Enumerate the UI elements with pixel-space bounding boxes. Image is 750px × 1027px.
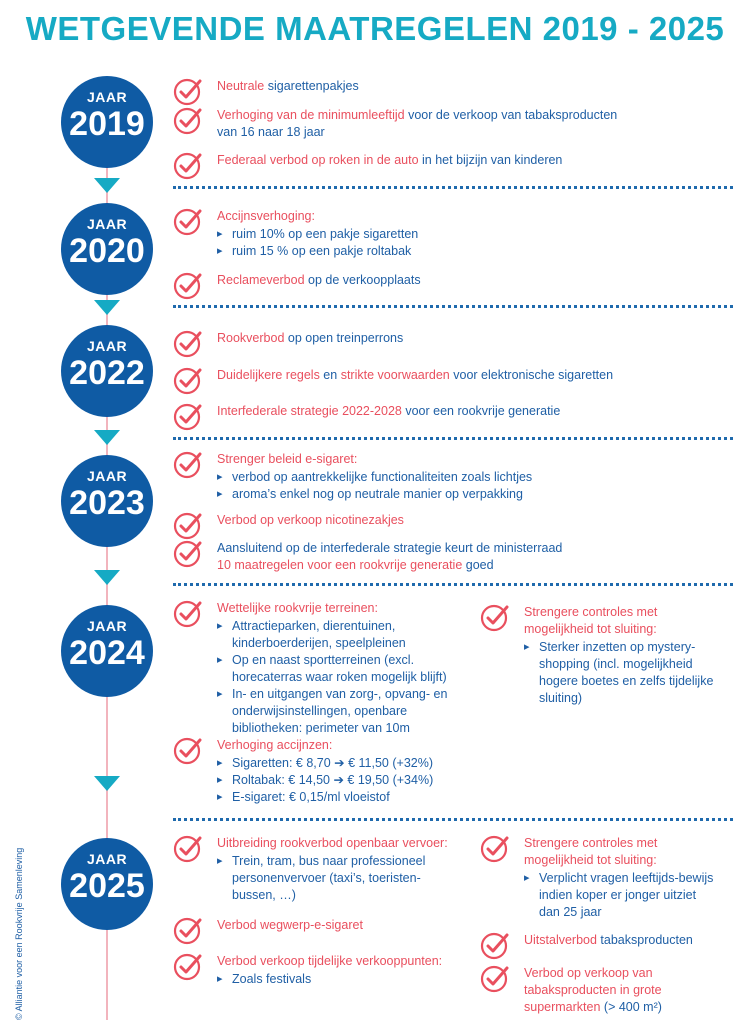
measure-text: Aansluitend op de interfederale strategie keurt de ministerraad: [217, 541, 563, 555]
year-label: JAAR: [86, 851, 128, 867]
measure-item: [524, 604, 719, 707]
measure-item: [217, 78, 717, 95]
arrow-down-icon: [94, 570, 120, 585]
measure-text: voor een rookvrije generatie: [401, 404, 561, 418]
check-icon: [173, 833, 203, 863]
check-icon: [173, 150, 203, 180]
year-label: JAAR: [86, 468, 128, 484]
bullet-item: ▸ ruim 15 % op een pakje roltabak: [217, 243, 717, 260]
bullet-list: [217, 971, 462, 988]
measure-item: [524, 835, 719, 921]
measure-item: [217, 208, 717, 260]
measure-highlight: Interfederale strategie 2022-2028: [217, 404, 402, 418]
check-icon: [173, 951, 203, 981]
measure-heading: Verbod verkoop tijdelijke verkooppunten:: [217, 954, 443, 968]
measure-item: [217, 272, 717, 289]
check-icon: [173, 538, 203, 568]
bullet-item: ▸ Sterker inzetten op mystery-shopping (incl. mogelijkheid hogere boetes en zelfs tijdelijke sluiting): [524, 639, 719, 707]
check-icon: [480, 963, 510, 993]
bullet-item: ▸ In- en uitgangen van zorg-, opvang- en onderwijsinstellingen, openbare bibliotheken: perimeter van 10m: [217, 686, 462, 737]
bullet-list: [217, 755, 462, 806]
year-label: JAAR: [86, 216, 128, 232]
arrow-down-icon: [94, 300, 120, 315]
measure-text: voor de verkoop van tabaksproducten: [404, 108, 618, 122]
check-icon: [173, 76, 203, 106]
measure-item: [217, 835, 462, 904]
measure-text: in het bijzijn van kinderen: [418, 153, 563, 167]
measure-item: [217, 107, 717, 141]
measure-heading: Accijnsverhoging:: [217, 209, 315, 223]
section-divider: [173, 583, 733, 586]
bullet-list: [217, 618, 462, 737]
year-badge-2022: [61, 325, 153, 417]
measure-highlight: Reclameverbod: [217, 273, 305, 287]
check-icon: [173, 735, 203, 765]
measure-item: [217, 367, 717, 384]
measure-item: [217, 737, 462, 806]
measure-text: voor elektronische sigaretten: [449, 368, 614, 382]
measure-text: goed: [462, 558, 494, 572]
page-title: WETGEVENDE MAATREGELEN 2019 - 2025: [25, 10, 725, 47]
check-icon: [480, 833, 510, 863]
measure-text: op open treinperrons: [284, 331, 404, 345]
section-divider: [173, 818, 733, 821]
year-badge-2024: [61, 605, 153, 697]
measure-text: tabaksproducten: [596, 933, 693, 947]
check-icon: [173, 401, 203, 431]
check-icon: [173, 270, 203, 300]
measure-heading: Strenger beleid e-sigaret:: [217, 452, 358, 466]
bullet-list: [524, 870, 719, 921]
measure-highlight: Verhoging van de minimumleeftijd: [217, 108, 405, 122]
measure-highlight: Verbod wegwerp-e-sigaret: [217, 918, 363, 932]
check-icon: [173, 206, 203, 236]
check-icon: [173, 365, 203, 395]
year-label: JAAR: [86, 618, 128, 634]
arrow-down-icon: [94, 430, 120, 445]
bullet-item: ▸ aroma’s enkel nog op neutrale manier op verpakking: [217, 486, 717, 503]
measure-text: (> 400 m²): [600, 1000, 662, 1014]
section-divider: [173, 186, 733, 189]
year-number: 2020: [69, 232, 145, 270]
section-divider: [173, 305, 733, 308]
measure-highlight: Verbod op verkoop nicotinezakjes: [217, 513, 404, 527]
bullet-item: ▸ Trein, tram, bus naar professioneel personenvervoer (taxi’s, toeristen-bussen, …): [217, 853, 462, 904]
arrow-down-icon: [94, 776, 120, 791]
bullet-list: [217, 469, 717, 503]
year-label: JAAR: [86, 89, 128, 105]
arrow-down-icon: [94, 178, 120, 193]
measure-highlight: verbod op roken in de auto: [266, 153, 419, 167]
measure-highlight: Rookverbod: [217, 331, 285, 345]
measure-heading: Uitbreiding rookverbod openbaar vervoer:: [217, 836, 448, 850]
bullet-item: ▸ Roltabak: € 14,50 ➔ € 19,50 (+34%): [217, 772, 462, 789]
bullet-item: ▸ Attractieparken, dierentuinen, kinderboerderijen, speelpleinen: [217, 618, 462, 652]
year-label: JAAR: [86, 338, 128, 354]
measure-item: [217, 917, 462, 934]
bullet-item: ▸ E-sigaret: € 0,15/ml vloeistof: [217, 789, 462, 806]
year-badge-2020: [61, 203, 153, 295]
measure-highlight: Uitstalverbod: [524, 933, 597, 947]
measure-item: [217, 330, 717, 347]
measure-heading: Strengere controles met mogelijkheid tot sluiting:: [524, 836, 658, 867]
year-number: 2019: [69, 105, 145, 143]
measure-item: [217, 540, 717, 574]
measure-heading: Wettelijke rookvrije terreinen:: [217, 601, 378, 615]
measure-text: sigarettenpakjes: [264, 79, 359, 93]
measure-text: en: [319, 368, 341, 382]
measure-item: [217, 152, 717, 169]
measure-item: [524, 965, 719, 1016]
measure-highlight: 10 maatregelen voor een rookvrije generatie: [217, 558, 463, 572]
measure-highlight: Duidelijkere regels: [217, 368, 320, 382]
bullet-item: ▸ Op en naast sportterreinen (excl. horecaterras waar roken mogelijk blijft): [217, 652, 462, 686]
year-badge-2019: [61, 76, 153, 168]
bullet-item: ▸ Zoals festivals: [217, 971, 462, 988]
check-icon: [480, 930, 510, 960]
check-icon: [173, 449, 203, 479]
measure-item: [217, 600, 462, 737]
measure-highlight: strikte voorwaarden: [340, 368, 450, 382]
year-number: 2025: [69, 867, 145, 905]
year-number: 2022: [69, 354, 145, 392]
bullet-list: [217, 226, 717, 260]
bullet-item: ▸ ruim 10% op een pakje sigaretten: [217, 226, 717, 243]
measure-highlight: Federaal: [217, 153, 267, 167]
year-number: 2023: [69, 484, 145, 522]
check-icon: [173, 105, 203, 135]
measure-item: [524, 932, 719, 949]
check-icon: [173, 598, 203, 628]
measure-text: op de verkoopplaats: [304, 273, 421, 287]
measure-heading: Verhoging accijnzen:: [217, 738, 333, 752]
year-badge-2023: [61, 455, 153, 547]
year-number: 2024: [69, 634, 145, 672]
bullet-list: [524, 639, 719, 707]
check-icon: [173, 510, 203, 540]
section-divider: [173, 437, 733, 440]
bullet-item: ▸ verbod op aantrekkelijke functionaliteiten zoals lichtjes: [217, 469, 717, 486]
bullet-list: [217, 853, 462, 904]
measure-heading: Strengere controles met mogelijkheid tot sluiting:: [524, 605, 658, 636]
check-icon: [480, 602, 510, 632]
measure-highlight: Neutrale: [217, 79, 265, 93]
measure-item: [217, 403, 717, 420]
measure-item: [217, 953, 462, 988]
copyright-note: © Alliantie voor een Rookvrije Samenleving: [14, 847, 24, 1020]
year-badge-2025: [61, 838, 153, 930]
bullet-item: ▸ Verplicht vragen leeftijds-bewijs indien koper er jonger uitziet dan 25 jaar: [524, 870, 719, 921]
bullet-item: ▸ Sigaretten: € 8,70 ➔ € 11,50 (+32%): [217, 755, 462, 772]
measure-highlight: Verbod op verkoop van tabaksproducten in grote supermarkten: [524, 966, 662, 1014]
measure-text: van 16 naar 18 jaar: [217, 125, 325, 139]
check-icon: [173, 915, 203, 945]
measure-item: [217, 512, 717, 529]
measure-item: [217, 451, 717, 503]
check-icon: [173, 328, 203, 358]
